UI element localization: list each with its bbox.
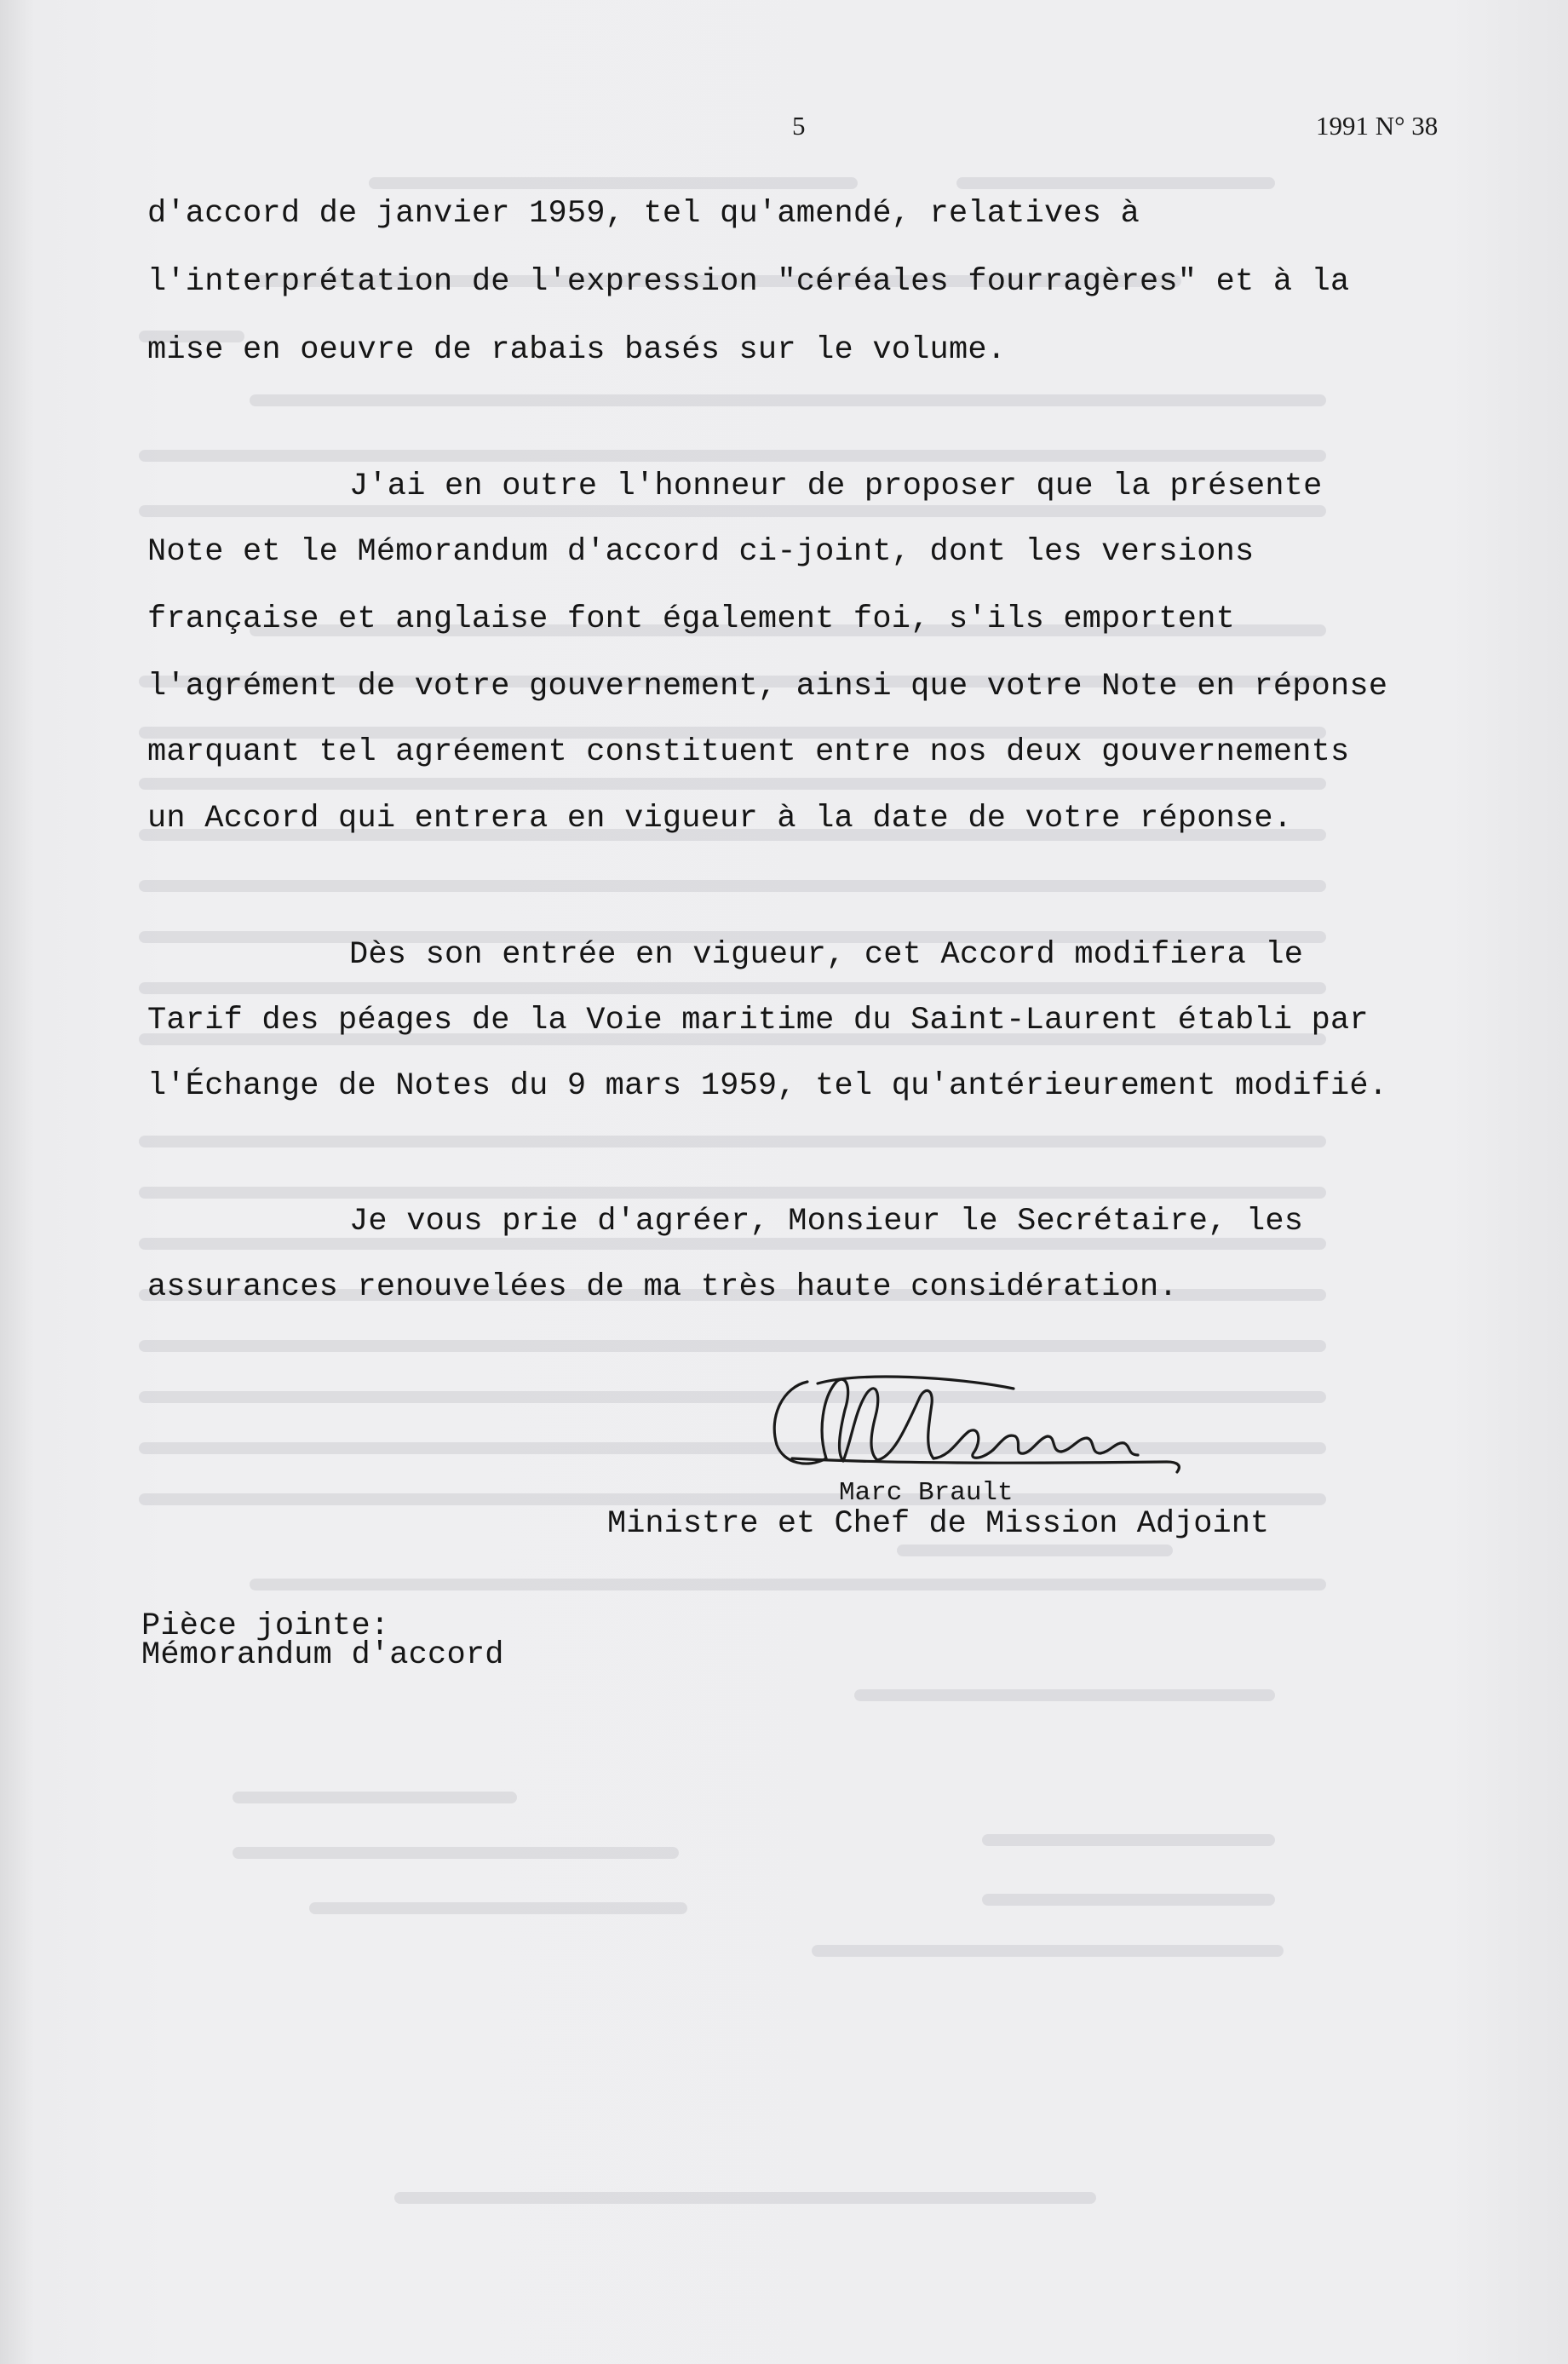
signatory-name: Marc Brault bbox=[839, 1478, 1014, 1508]
handwritten-signature bbox=[758, 1363, 1201, 1482]
body-line: l'interprétation de l'expression "céréales fourragères" et à la bbox=[147, 264, 1350, 300]
body-line: mise en oeuvre de rabais basés sur le volume. bbox=[147, 332, 1007, 368]
body-line: Je vous prie d'agréer, Monsieur le Secrétaire, les bbox=[349, 1204, 1304, 1240]
body-line: française et anglaise font également foi, s'ils emportent bbox=[147, 601, 1236, 637]
enclosure-item: Mémorandum d'accord bbox=[141, 1637, 504, 1673]
body-line: l'Échange de Notes du 9 mars 1959, tel qu'antérieurement modifié. bbox=[147, 1068, 1388, 1104]
enclosure-label: Pièce jointe: bbox=[141, 1608, 390, 1644]
body-line: Dès son entrée en vigueur, cet Accord modifiera le bbox=[349, 937, 1304, 973]
body-line: d'accord de janvier 1959, tel qu'amendé, relatives à bbox=[147, 196, 1140, 232]
body-line: Tarif des péages de la Voie maritime du Saint-Laurent établi par bbox=[147, 1003, 1369, 1038]
body-line: assurances renouvelées de ma très haute considération. bbox=[147, 1269, 1178, 1305]
page-number: 5 bbox=[792, 111, 806, 141]
body-line: Note et le Mémorandum d'accord ci-joint, dont les versions bbox=[147, 534, 1255, 570]
body-line: un Accord qui entrera en vigueur à la date de votre réponse. bbox=[147, 801, 1293, 837]
document-reference: 1991 N° 38 bbox=[1316, 111, 1439, 141]
body-line: l'agrément de votre gouvernement, ainsi que votre Note en réponse bbox=[147, 669, 1388, 705]
body-line: marquant tel agréement constituent entre nos deux gouvernements bbox=[147, 734, 1350, 770]
body-line: J'ai en outre l'honneur de proposer que la présente bbox=[349, 469, 1323, 504]
signatory-title: Ministre et Chef de Mission Adjoint bbox=[607, 1506, 1270, 1542]
